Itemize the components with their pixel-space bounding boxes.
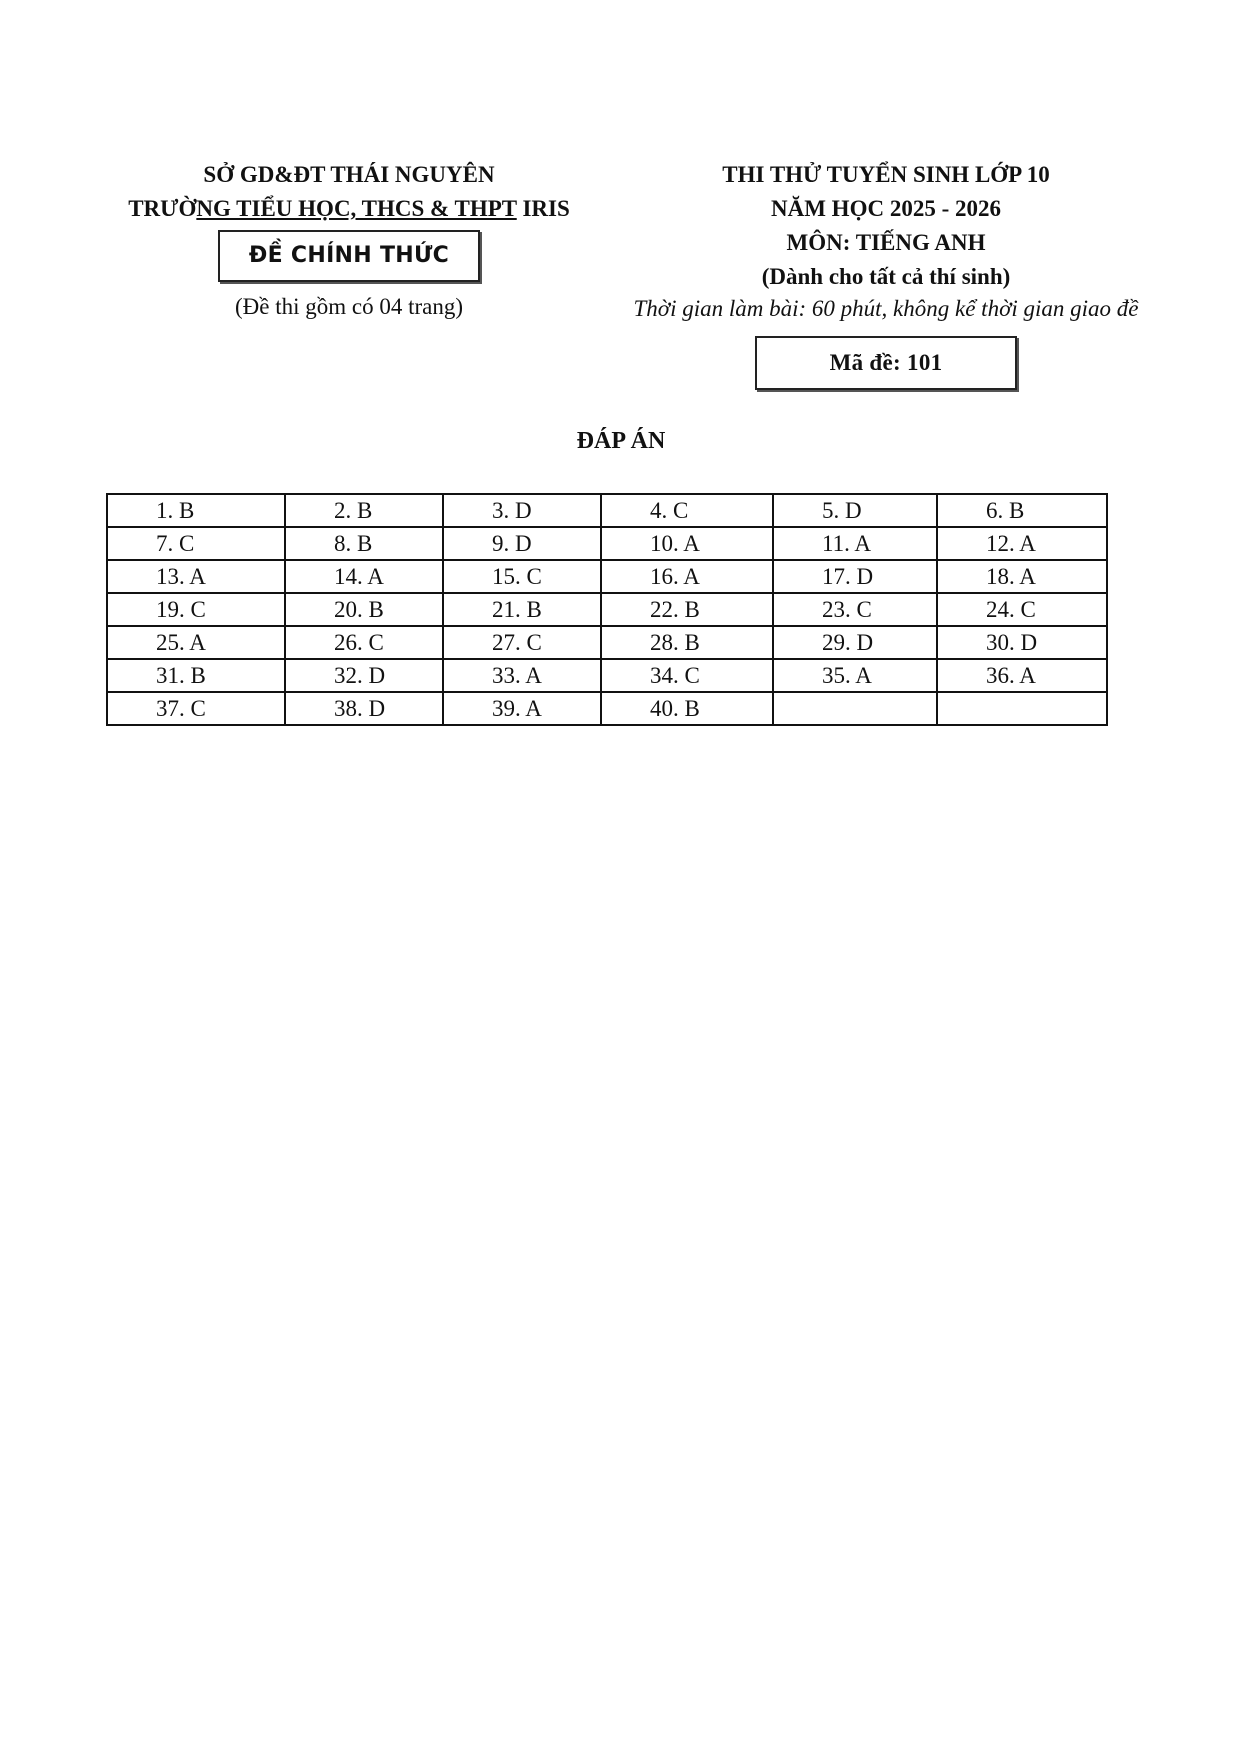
exam-title: THI THỬ TUYỂN SINH LỚP 10 — [722, 162, 1050, 187]
answer-cell: 29. D — [773, 626, 937, 659]
answer-cell: 28. B — [601, 626, 773, 659]
duration-note: Thời gian làm bài: 60 phút, không kể thời gian giao đề — [633, 296, 1139, 321]
school-name-prefix: TRƯỜ — [128, 196, 197, 221]
answer-cell: 1. B — [107, 494, 285, 527]
answer-cell: 40. B — [601, 692, 773, 725]
answer-cell: 24. C — [937, 593, 1107, 626]
answer-cell: 4. C — [601, 494, 773, 527]
answer-cell: 22. B — [601, 593, 773, 626]
answer-cell: 16. A — [601, 560, 773, 593]
answer-cell: 13. A — [107, 560, 285, 593]
answer-cell: 18. A — [937, 560, 1107, 593]
answer-key-table — [106, 493, 1108, 726]
answer-cell: 32. D — [285, 659, 443, 692]
answer-cell: 39. A — [443, 692, 601, 725]
table-row — [107, 527, 1107, 560]
answer-cell: 10. A — [601, 527, 773, 560]
answer-cell: 33. A — [443, 659, 601, 692]
answer-cell: 21. B — [443, 593, 601, 626]
empty-cell — [937, 692, 1107, 725]
school-name-suffix: IRIS — [516, 196, 570, 221]
table-row — [107, 626, 1107, 659]
answer-cell: 25. A — [107, 626, 285, 659]
table-row — [107, 692, 1107, 725]
answer-cell: 30. D — [937, 626, 1107, 659]
answer-cell: 15. C — [443, 560, 601, 593]
table-row — [107, 494, 1107, 527]
answer-cell: 12. A — [937, 527, 1107, 560]
answer-cell: 35. A — [773, 659, 937, 692]
exam-code-box: Mã đề: 101 — [755, 336, 1017, 390]
answer-cell: 38. D — [285, 692, 443, 725]
official-exam-box: ĐỀ CHÍNH THỨC — [218, 230, 480, 282]
answer-cell: 31. B — [107, 659, 285, 692]
department-name: SỞ GD&ĐT THÁI NGUYÊN — [203, 162, 495, 187]
empty-cell — [773, 692, 937, 725]
answer-cell: 19. C — [107, 593, 285, 626]
school-name-underlined: NG TIỂU HỌC, THCS & THPT — [196, 196, 517, 221]
answer-cell: 8. B — [285, 527, 443, 560]
answer-cell: 7. C — [107, 527, 285, 560]
school-name — [96, 192, 602, 226]
table-row — [107, 593, 1107, 626]
answer-cell: 20. B — [285, 593, 443, 626]
answer-cell: 36. A — [937, 659, 1107, 692]
answer-cell: 26. C — [285, 626, 443, 659]
answer-cell: 2. B — [285, 494, 443, 527]
audience-note: (Dành cho tất cả thí sinh) — [761, 264, 1011, 289]
answer-cell: 23. C — [773, 593, 937, 626]
answer-cell: 11. A — [773, 527, 937, 560]
answer-cell: 14. A — [285, 560, 443, 593]
answer-cell: 9. D — [443, 527, 601, 560]
table-row — [107, 659, 1107, 692]
header-left — [96, 158, 602, 324]
school-year: NĂM HỌC 2025 - 2026 — [771, 196, 1001, 221]
header-right — [606, 158, 1166, 390]
subject: MÔN: TIẾNG ANH — [786, 230, 986, 255]
answer-cell: 34. C — [601, 659, 773, 692]
table-row — [107, 560, 1107, 593]
answer-cell: 27. C — [443, 626, 601, 659]
answer-cell: 6. B — [937, 494, 1107, 527]
page-count-note: (Đề thi gồm có 04 trang) — [234, 294, 464, 319]
answer-cell: 17. D — [773, 560, 937, 593]
answer-cell: 5. D — [773, 494, 937, 527]
answer-cell: 37. C — [107, 692, 285, 725]
answer-key-title: ĐÁP ÁN — [576, 428, 666, 454]
answer-cell: 3. D — [443, 494, 601, 527]
